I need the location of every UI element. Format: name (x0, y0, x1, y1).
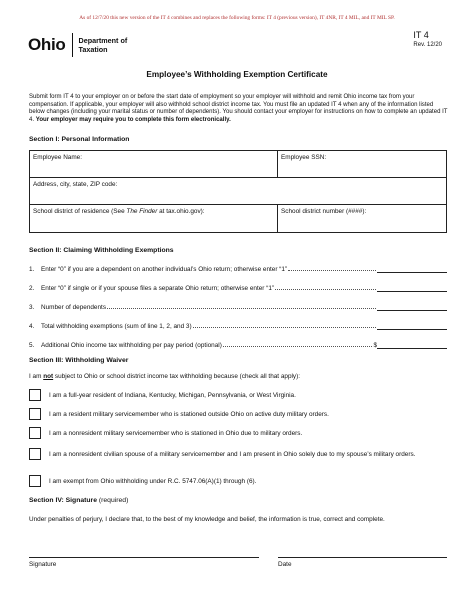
line-label: Number of dependents (41, 304, 107, 311)
department-name (79, 36, 128, 54)
address-field[interactable] (30, 178, 446, 204)
line-number: 4. (29, 323, 35, 330)
instructions-paragraph (29, 94, 449, 124)
line-number: 1. (29, 266, 35, 273)
exemption-line-1-input[interactable] (377, 265, 447, 273)
waiver-option-2-label: I am a resident military servicemember who is stationed outside Ohio on active duty military orders. (49, 411, 329, 418)
exemption-line-3-input[interactable] (377, 303, 447, 311)
waiver-option-5-label: I am exempt from Ohio withholding under R.C. 5747.06(A)(1) through (6). (49, 478, 257, 485)
leader-dots (288, 270, 376, 271)
waiver-option-3-label: I am a nonresident military servicemember who is stationed in Ohio due to military orders. (49, 430, 303, 437)
school-district-number-label: School district number (####): (281, 208, 367, 215)
exemption-line-5-input[interactable] (377, 341, 447, 349)
personal-info-row-2 (30, 178, 446, 205)
logo-divider (72, 33, 73, 57)
line-label: Enter “0” if you are a dependent on another individual’s Ohio return; otherwise enter “1” (41, 266, 288, 273)
employee-name-field[interactable] (30, 151, 277, 177)
school-district-label-post: at tax.ohio.gov): (157, 208, 205, 215)
form-replacement-notice: As of 12/7/20 this new version of the IT 4 combines and replaces the following forms: IT 4 (previous version), IT 4NR, IT 4 MIL, and IT MIL SP. (79, 15, 395, 21)
dollar-sign: $ (373, 342, 377, 349)
waiver-checkbox-5[interactable] (29, 475, 41, 487)
waiver-checkbox-2[interactable] (29, 408, 41, 420)
instructions-text: Submit form IT 4 to your employer on or before the start date of employment so your employer will withhold and remit Ohio income tax from your compensation. If applicable, your employer will also withhold school district income tax. You must file an updated IT 4 when any of the information listed below changes (including your marital status or number of dependents). You should contact your employer for instructions on how to complete an updated IT 4. (29, 94, 448, 123)
waiver-intro-pre: I am (29, 373, 44, 380)
employee-name-label: Employee Name: (33, 154, 83, 161)
school-district-label-pre: School district of residence (See (33, 208, 127, 215)
exemption-line-3 (29, 303, 447, 311)
form-number-block (413, 30, 442, 48)
employee-ssn-label: Employee SSN: (281, 154, 327, 161)
school-district-number-field[interactable] (277, 205, 446, 232)
ohio-taxation-logo (28, 32, 127, 58)
perjury-statement: Under penalties of perjury, I declare that, to the best of my knowledge and belief, the information is true, correct and complete. (29, 516, 385, 523)
section-2-heading: Section II: Claiming Withholding Exemptions (29, 247, 174, 254)
signature-line[interactable] (29, 557, 259, 558)
form-number: IT 4 (413, 30, 429, 40)
form-revision: Rev. 12/20 (413, 42, 442, 48)
the-finder-text: The Finder (126, 208, 158, 215)
employee-ssn-field[interactable] (277, 151, 446, 177)
address-label: Address, city, state, ZIP code: (33, 181, 118, 188)
ohio-logo-word: Ohio (28, 35, 66, 54)
leader-dots (107, 308, 376, 309)
line-number: 2. (29, 285, 35, 292)
school-district-field[interactable] (30, 205, 277, 232)
instructions-bold-text: Your employer may require you to complete this form electronically. (35, 116, 231, 123)
section-1-heading: Section I: Personal Information (29, 136, 130, 143)
personal-info-row-3 (30, 205, 446, 232)
line-number: 5. (29, 342, 35, 349)
section-3-heading: Section III: Withholding Waiver (29, 357, 129, 364)
date-label: Date (278, 561, 292, 568)
exemption-line-1 (29, 265, 447, 273)
form-title: Employee’s Withholding Exemption Certificate (146, 70, 328, 79)
waiver-intro (29, 373, 300, 380)
leader-dots (223, 346, 373, 347)
waiver-intro-not: not (43, 373, 54, 380)
personal-info-table (29, 150, 447, 233)
section-4-required-note: (required) (98, 497, 129, 504)
line-number: 3. (29, 304, 35, 311)
waiver-option-1-label: I am a full-year resident of Indiana, Kentucky, Michigan, Pennsylvania, or West Virginia. (49, 392, 296, 399)
date-line[interactable] (278, 557, 447, 558)
dept-line-1: Department of (78, 36, 128, 45)
exemption-line-2 (29, 284, 447, 292)
line-label: Enter “0” if single or if your spouse files a separate Ohio return; otherwise enter “1” (41, 285, 275, 292)
waiver-checkbox-4[interactable] (29, 448, 41, 460)
leader-dots (193, 327, 376, 328)
waiver-checkbox-3[interactable] (29, 427, 41, 439)
exemption-line-4 (29, 322, 447, 330)
waiver-intro-post: subject to Ohio or school district income tax withholding because (check all that apply): (53, 373, 301, 380)
leader-dots (275, 289, 376, 290)
signature-label: Signature (29, 561, 57, 568)
exemption-line-4-input[interactable] (377, 322, 447, 330)
exemption-line-5 (29, 341, 447, 349)
waiver-option-4-label: I am a nonresident civilian spouse of a military servicemember and I am present in Ohio solely due to my spouse’s military orders. (49, 451, 416, 458)
line-label: Additional Ohio income tax withholding per pay period (optional) (41, 342, 222, 349)
line-label: Total withholding exemptions (sum of line 1, 2, and 3) (41, 323, 192, 330)
waiver-checkbox-1[interactable] (29, 389, 41, 401)
exemption-line-2-input[interactable] (377, 284, 447, 292)
personal-info-row-1 (30, 151, 446, 178)
section-4-title: Section IV: Signature (29, 497, 97, 504)
section-4-heading (29, 497, 128, 504)
dept-line-2: Taxation (78, 45, 108, 54)
